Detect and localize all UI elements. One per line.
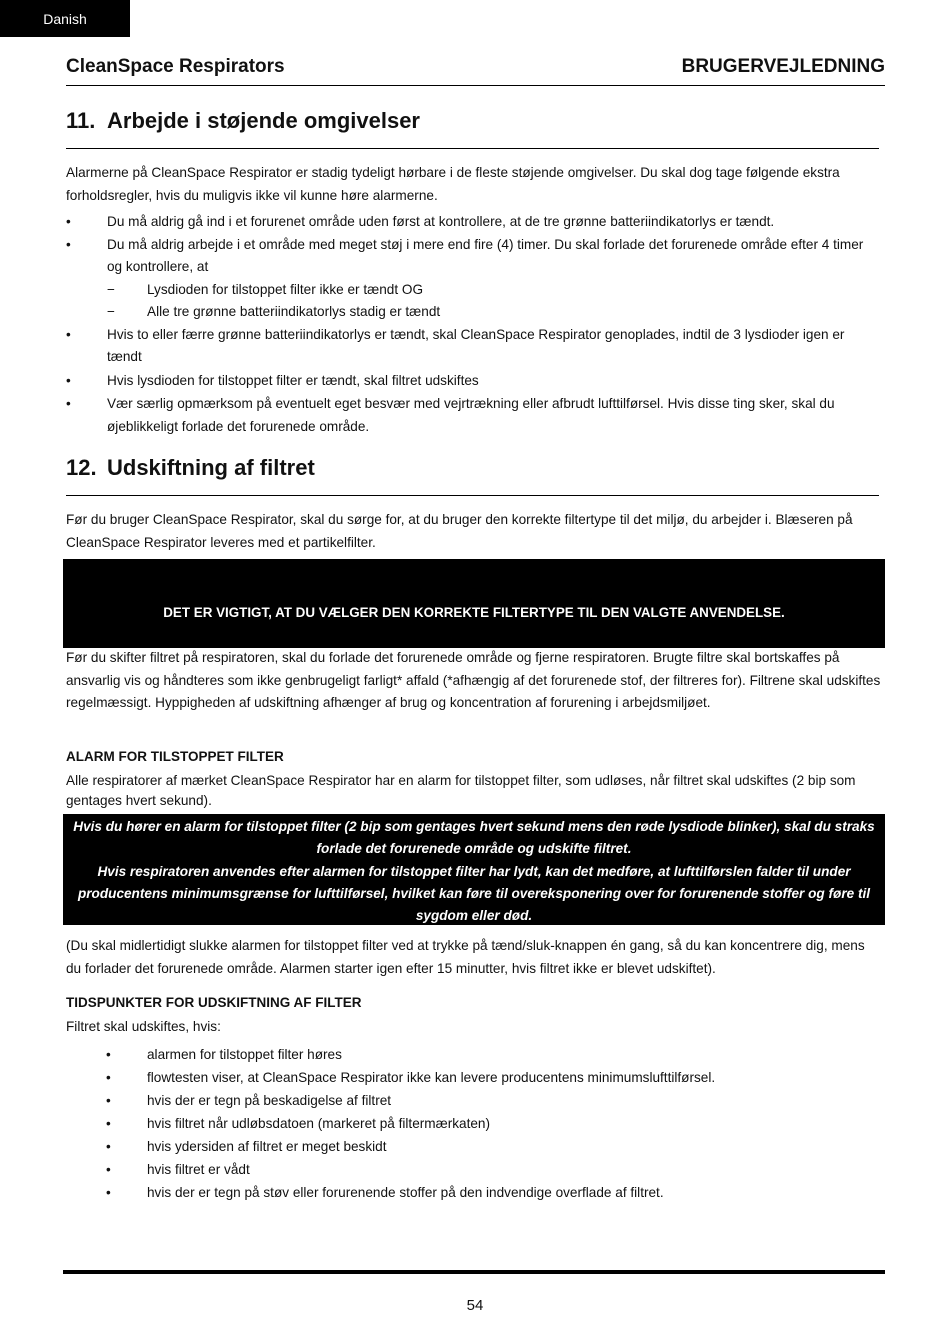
header-doc-title: BRUGERVEJLEDNING <box>681 56 885 77</box>
list-item: • flowtesten viser, at CleanSpace Respirator ikke kan levere producentens minimumslufttilførsel. <box>106 1066 876 1089</box>
list-item: • hvis der er tegn på støv eller forurenende stoffer på den indvendige overflade af filtret. <box>106 1181 876 1204</box>
alarm-warning-1: Hvis du hører en alarm for tilstoppet filter (2 bip som gentages hvert sekund mens den røde lysdiode blinker), skal du straks forlade det forurenede område og udskifte filtret. <box>73 819 875 857</box>
section-11-number: 11. <box>66 108 96 133</box>
list-item-text: Vær særlig opmærksom på eventuelt eget besvær med vejrtrækning eller afbrudt lufttilførsel. Hvis disse ting sker, skal du øjeblikkeligt forlade det forurenede område. <box>107 396 835 434</box>
alarm-text: Alle respiratorer af mærket CleanSpace Respirator har en alarm for tilstoppet filter, som udløses, når filtret skal udskiftes (2 bip som gentages hvert sekund). <box>66 773 856 808</box>
filter-type-warning-text: DET ER VIGTIGT, AT DU VÆLGER DEN KORREKTE FILTERTYPE TIL DEN VALGTE ANVENDELSE. <box>163 605 785 620</box>
alarm-mute-note: (Du skal midlertidigt slukke alarmen for tilstoppet filter ved at trykke på tænd/sluk-knappen én gang, så du kan koncentrere dig, mens du forlader det forurenede område. Alarmen starter igen efter 15 minutter, hvis filtret ikke er blevet udskiftet). <box>66 938 865 976</box>
section-11-title: Arbejde i støjende omgivelser <box>107 108 420 133</box>
list-item-text: Hvis to eller færre grønne batteriindikatorlys er tændt, skal CleanSpace Respirator genoplades, indtil de 3 lysdioder igen er tændt <box>107 326 845 364</box>
list-item <box>66 234 881 323</box>
section-12-paragraph: Før du skifter filtret på respiratoren, skal du forlade det forurenede område og fjerne respiratoren. Brugte filtre skal bortskaffes på ansvarlig vis og håndteres som ikke genbrugeligt farligt* affald (*afhængig af det forurenede stof, der filtreres for). Filtrene skal udskiftes regelmæssigt. Hyppigheden af udskiftning afhænger af brug og koncentration af forurening i arbejdsmiljøet. <box>66 650 881 710</box>
sub-list-item: − Lysdioden for tilstoppet filter ikke er tændt OG <box>107 279 881 301</box>
replace-intro: Filtret skal udskiftes, hvis: <box>66 1019 221 1034</box>
list-item: • hvis filtret når udløbsdatoen (markeret på filtermærkaten) <box>106 1112 876 1135</box>
section-11-heading <box>66 106 879 149</box>
header-brand: CleanSpace Respirators <box>66 56 285 77</box>
page-header <box>66 56 885 86</box>
list-item: • hvis der er tegn på beskadigelse af filtret <box>106 1089 876 1112</box>
alarm-warning-box <box>63 814 885 925</box>
replace-heading: TIDSPUNKTER FOR UDSKIFTNING AF FILTER <box>66 995 362 1010</box>
alarm-warning-2: Hvis respiratoren anvendes efter alarmen for tilstoppet filter har lydt, kan det medføre, at lufttilførslen falder til under producentens minimumsgrænse for lufttilførsel, hvilket kan føre til overeksponering over for forurenende stoffer og føre til sygdom eller død. <box>77 863 871 924</box>
section-11-list <box>66 211 881 438</box>
section-12-title: Udskiftning af filtret <box>107 455 315 480</box>
section-12-intro: Før du bruger CleanSpace Respirator, skal du sørge for, at du bruger den korrekte filtertype til det miljø, du arbejder i. Blæseren på CleanSpace Respirator leveres med et partikelfilter. <box>66 512 853 550</box>
list-item-text: Du må aldrig arbejde i et område med meget støj i mere end fire (4) timer. Du skal forlade det forurenede område efter 4 timer og kontrollere, at <box>107 236 864 274</box>
list-item <box>66 211 881 234</box>
list-item <box>66 324 881 369</box>
footer-rule <box>63 1270 885 1274</box>
section-12-heading <box>66 453 879 496</box>
list-item-text: Hvis lysdioden for tilstoppet filter er tændt, skal filtret udskiftes <box>107 372 479 388</box>
list-item-text: Du må aldrig gå ind i et forurenet område uden først at kontrollere, at de tre grønne batteriindikatorlys er tændt. <box>107 214 775 229</box>
replace-list <box>106 1043 876 1204</box>
list-item <box>66 370 881 393</box>
list-item: • hvis filtret er vådt <box>106 1158 876 1181</box>
sub-list <box>107 279 881 323</box>
alarm-heading: ALARM FOR TILSTOPPET FILTER <box>66 749 284 764</box>
list-item <box>66 393 881 438</box>
sub-list-item: − Alle tre grønne batteriindikatorlys stadig er tændt <box>107 301 881 323</box>
page-number: 54 <box>466 1297 484 1314</box>
filter-type-warning <box>63 559 885 648</box>
list-item: • hvis ydersiden af filtret er meget beskidt <box>106 1135 876 1158</box>
language-tab: Danish <box>0 0 130 37</box>
list-item: • alarmen for tilstoppet filter høres <box>106 1043 876 1066</box>
section-11-intro: Alarmerne på CleanSpace Respirator er stadig tydeligt hørbare i de fleste støjende omgivelser. Du skal dog tage følgende ekstra forholdsregler, hvis du muligvis ikke vil kunne høre alarmerne. <box>66 165 840 203</box>
section-12-number: 12. <box>66 455 97 480</box>
